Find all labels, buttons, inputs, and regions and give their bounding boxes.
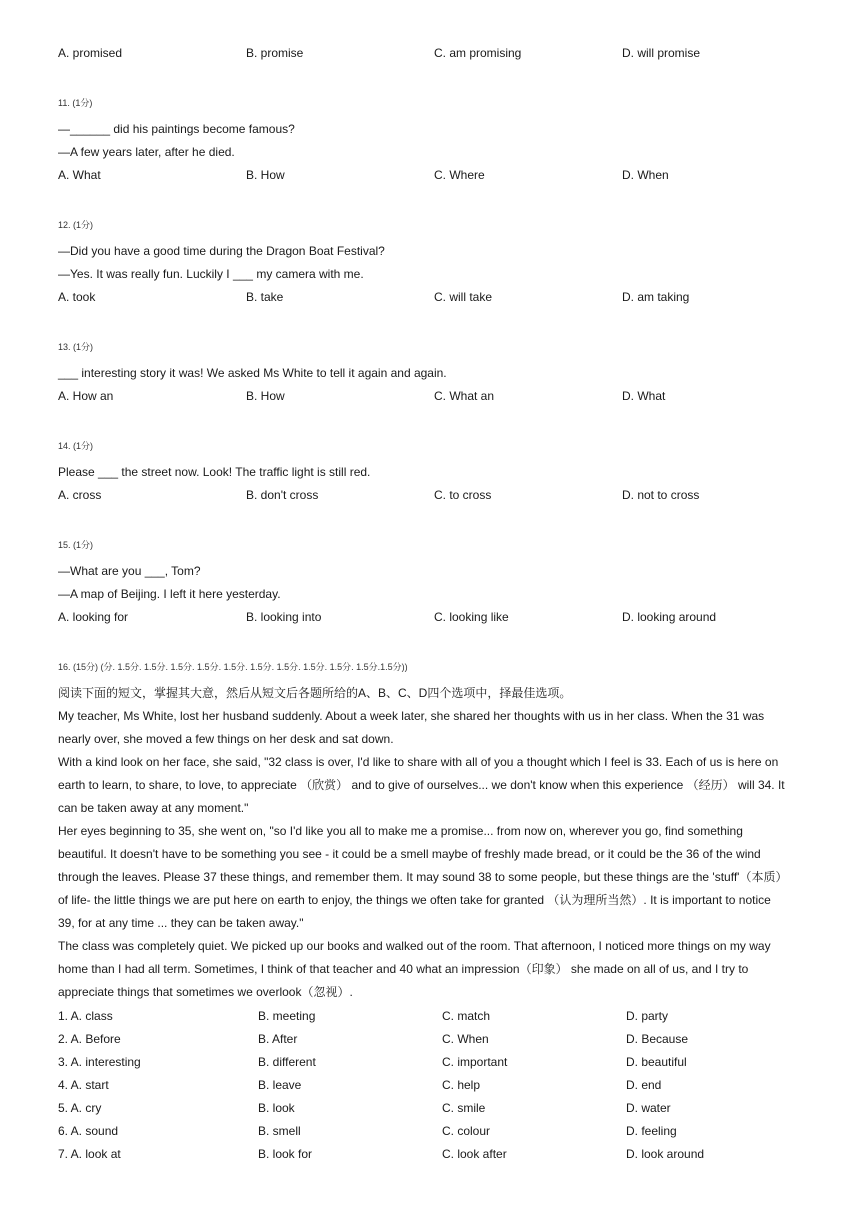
subq2-option-c[interactable]: C. When [442, 1032, 489, 1046]
subq4-option-c[interactable]: C. help [442, 1078, 481, 1092]
q10-option-c[interactable]: C. am promising [434, 46, 522, 60]
question-line: —Yes. It was really fun. Luckily I ___ my camera with me. [58, 267, 364, 281]
q14-option-c[interactable]: C. to cross [434, 488, 492, 502]
subq3-option-a[interactable]: 3. A. interesting [58, 1055, 141, 1069]
q12-option-a[interactable]: A. took [58, 290, 96, 304]
subq5-option-c[interactable]: C. smile [442, 1101, 486, 1115]
passage-line: nearly over, she moved a few things on her desk and sat down. [58, 732, 394, 746]
subq3-option-d[interactable]: D. beautiful [626, 1055, 687, 1069]
subq1-option-d[interactable]: D. party [626, 1009, 669, 1023]
subq1-option-c[interactable]: C. match [442, 1009, 491, 1023]
q15-option-c[interactable]: C. looking like [434, 610, 509, 624]
q15-option-a[interactable]: A. looking for [58, 610, 129, 624]
q11-option-c[interactable]: C. Where [434, 168, 485, 182]
subq3-option-c[interactable]: C. important [442, 1055, 508, 1069]
passage-line: earth to learn, to share, to love, to appreciate （欣赏） and to give of ourselves... we don't know when this experience （经历） will 34. It [58, 778, 785, 792]
passage-line: through the leaves. Please 37 these things, and remember them. It may sound 38 to some people, but these things are the 'stuff'（本质） [58, 870, 788, 884]
q12-option-d[interactable]: D. am taking [622, 290, 690, 304]
subq1-option-b[interactable]: B. meeting [258, 1009, 316, 1023]
question-header: 12. (1分) [58, 220, 94, 230]
passage-line: My teacher, Ms White, lost her husband suddenly. About a week later, she shared her thoughts with us in her class. When the 31 was [58, 709, 765, 723]
q15-option-b[interactable]: B. looking into [246, 610, 322, 624]
question-line: —A map of Beijing. I left it here yesterday. [58, 587, 281, 601]
q15-option-d[interactable]: D. looking around [622, 610, 717, 624]
q10-option-a[interactable]: A. promised [58, 46, 123, 60]
subq7-option-b[interactable]: B. look for [258, 1147, 313, 1161]
subq1-option-a[interactable]: 1. A. class [58, 1009, 113, 1023]
passage-line: Her eyes beginning to 35, she went on, "so I'd like you all to make me a promise... from now on, wherever you go, find something [58, 824, 743, 838]
subq7-option-a[interactable]: 7. A. look at [58, 1147, 121, 1161]
question-header: 15. (1分) [58, 540, 94, 550]
subq5-option-d[interactable]: D. water [626, 1101, 671, 1115]
passage-line: can be taken away at any moment." [58, 801, 249, 815]
q10-option-b[interactable]: B. promise [246, 46, 304, 60]
subq6-option-b[interactable]: B. smell [258, 1124, 301, 1138]
question-header: 13. (1分) [58, 342, 94, 352]
passage-line: home than I had all term. Sometimes, I think of that teacher and 40 what an impression（印象） she made on all of us, and I try to [58, 962, 749, 976]
q13-option-a[interactable]: A. How an [58, 389, 114, 403]
question-line: —Did you have a good time during the Dragon Boat Festival? [58, 244, 385, 258]
q11-option-d[interactable]: D. When [622, 168, 669, 182]
subq5-option-a[interactable]: 5. A. cry [58, 1101, 102, 1115]
q13-option-d[interactable]: D. What [622, 389, 666, 403]
question-line: —A few years later, after he died. [58, 145, 235, 159]
subq4-option-d[interactable]: D. end [626, 1078, 662, 1092]
question-line: —______ did his paintings become famous? [58, 122, 295, 136]
question-header: 11. (1分) [58, 98, 93, 108]
question-line: Please ___ the street now. Look! The traffic light is still red. [58, 465, 371, 479]
q13-option-b[interactable]: B. How [246, 389, 285, 403]
q13-option-c[interactable]: C. What an [434, 389, 495, 403]
q11-option-b[interactable]: B. How [246, 168, 285, 182]
subq3-option-b[interactable]: B. different [258, 1055, 316, 1069]
question-header: 14. (1分) [58, 441, 94, 451]
q14-option-d[interactable]: D. not to cross [622, 488, 700, 502]
subq2-option-d[interactable]: D. Because [626, 1032, 689, 1046]
subq7-option-d[interactable]: D. look around [626, 1147, 705, 1161]
q10-option-d[interactable]: D. will promise [622, 46, 701, 60]
subq6-option-d[interactable]: D. feeling [626, 1124, 677, 1138]
passage-line: The class was completely quiet. We picked up our books and walked out of the room. That afternoon, I noticed more things on my way [58, 939, 771, 953]
question-line: —What are you ___, Tom? [58, 564, 201, 578]
subq4-option-a[interactable]: 4. A. start [58, 1078, 109, 1092]
subq2-option-b[interactable]: B. After [258, 1032, 298, 1046]
question-header: 16. (15分) (分. 1.5分. 1.5分. 1.5分. 1.5分. 1.5分. 1.5分. 1.5分. 1.5分. 1.5分. 1.5分.1.5分)) [58, 662, 408, 672]
passage-line: With a kind look on her face, she said, "32 class is over, I'd like to share with all of you a thought which I feel is 33. Each of us is here on [58, 755, 779, 769]
q12-option-c[interactable]: C. will take [434, 290, 493, 304]
passage-line: 阅读下面的短文，掌握其大意，然后从短文后各题所给的A、B、C、D四个选项中，择最佳选项。 [58, 686, 572, 700]
subq5-option-b[interactable]: B. look [258, 1101, 295, 1115]
q11-option-a[interactable]: A. What [58, 168, 101, 182]
q14-option-b[interactable]: B. don't cross [246, 488, 319, 502]
subq2-option-a[interactable]: 2. A. Before [58, 1032, 121, 1046]
passage-line: 39, for at any time ... they can be taken away." [58, 916, 304, 930]
passage-line: beautiful. It doesn't have to be something you see - it could be a smell maybe of freshly made bread, or it could be the 36 of the wind [58, 847, 761, 861]
passage-line: appreciate things that sometimes we overlook（忽视）. [58, 985, 353, 999]
q14-option-a[interactable]: A. cross [58, 488, 102, 502]
subq6-option-c[interactable]: C. colour [442, 1124, 491, 1138]
subq7-option-c[interactable]: C. look after [442, 1147, 507, 1161]
subq6-option-a[interactable]: 6. A. sound [58, 1124, 119, 1138]
subq4-option-b[interactable]: B. leave [258, 1078, 302, 1092]
passage-line: of life- the little things we are put here on earth to enjoy, the things we often take for granted （认为理所当然）. It is important to notice [58, 893, 771, 907]
q12-option-b[interactable]: B. take [246, 290, 284, 304]
question-line: ___ interesting story it was! We asked Ms White to tell it again and again. [58, 366, 447, 380]
